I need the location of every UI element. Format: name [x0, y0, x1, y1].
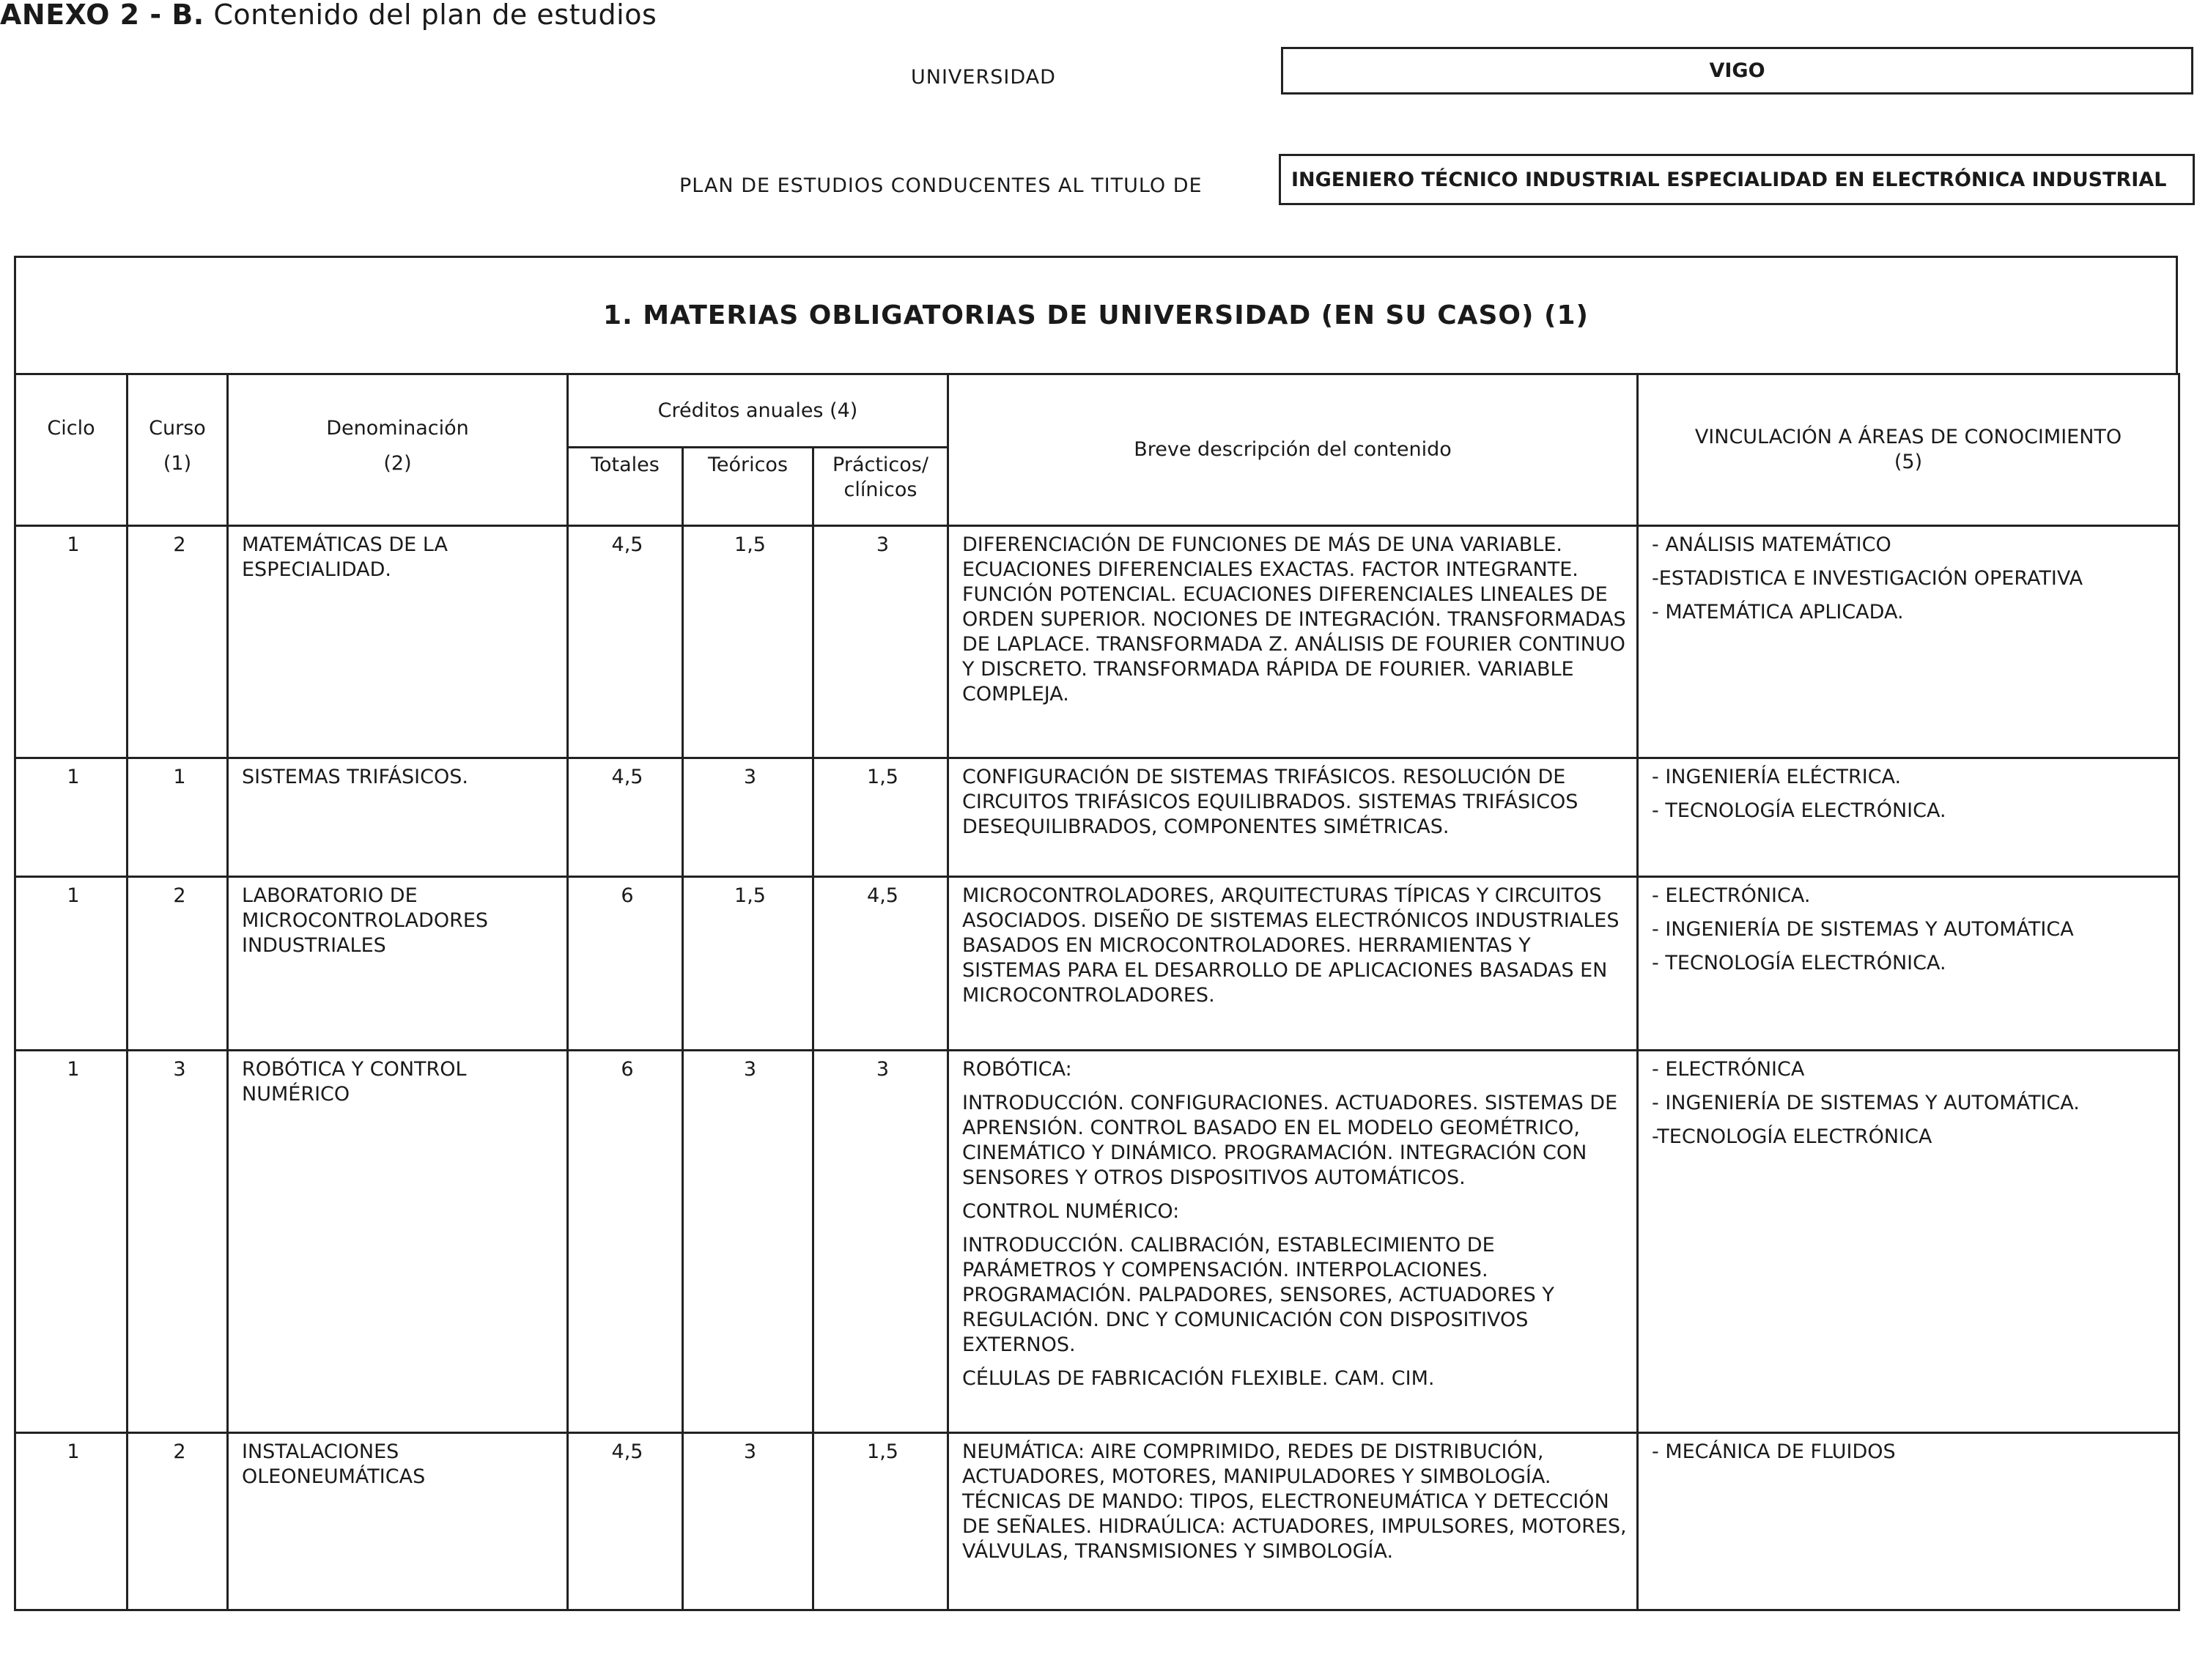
- description-paragraph: CÉLULAS DE FABRICACIÓN FLEXIBLE. CAM. CIM.: [962, 1367, 1435, 1390]
- knowledge-area: -TECNOLOGÍA ELECTRÓNICA: [1652, 1125, 1932, 1148]
- plan-label: PLAN DE ESTUDIOS CONDUCENTES AL TITULO DE: [679, 174, 1203, 197]
- col-curso: Curso (1): [128, 374, 228, 526]
- col-vinculacion: VINCULACIÓN A ÁREAS DE CONOCIMIENTO (5): [1638, 374, 2179, 526]
- cell-teoricos: 3: [683, 1051, 813, 1433]
- description-paragraph: CONFIGURACIÓN DE SISTEMAS TRIFÁSICOS. RESOLUCIÓN DE CIRCUITOS TRIFÁSICOS EQUILIBRADOS. SISTEMAS TRIFÁSICOS DESEQUILIBRADOS, COMPONENTES SIMÉTRICAS.: [962, 766, 1578, 838]
- subjects-table: [14, 373, 2180, 1611]
- cell-ciclo: 1: [15, 877, 128, 1051]
- section-title: 1. MATERIAS OBLIGATORIAS DE UNIVERSIDAD (EN SU CASO) (1): [14, 256, 2178, 373]
- knowledge-area: - TECNOLOGÍA ELECTRÓNICA.: [1652, 952, 1946, 974]
- knowledge-area: -ESTADISTICA E INVESTIGACIÓN OPERATIVA: [1652, 567, 2083, 590]
- cell-teoricos: 1,5: [683, 877, 813, 1051]
- knowledge-area: - MATEMÁTICA APLICADA.: [1652, 601, 1904, 623]
- cell-descripcion: [948, 877, 1638, 1051]
- cell-ciclo: 1: [15, 526, 128, 758]
- table-body: [15, 526, 2179, 1610]
- knowledge-area: - MECÁNICA DE FLUIDOS: [1652, 1440, 1896, 1463]
- cell-denominacion: INSTALACIONES OLEONEUMÁTICAS: [228, 1433, 568, 1610]
- knowledge-area: - ANÁLISIS MATEMÁTICO: [1652, 533, 1891, 556]
- cell-totales: 4,5: [568, 1433, 683, 1610]
- cell-denominacion: ROBÓTICA Y CONTROL NUMÉRICO: [228, 1051, 568, 1433]
- cell-curso: 2: [128, 877, 228, 1051]
- cell-totales: 6: [568, 877, 683, 1051]
- university-label: UNIVERSIDAD: [911, 66, 1056, 89]
- description-paragraph: INTRODUCCIÓN. CALIBRACIÓN, ESTABLECIMIENTO DE PARÁMETROS Y COMPENSACIÓN. INTERPOLACIONES. PROGRAMACIÓN. PALPADORES, SENSORES, ACTUADORES Y REGULACIÓN. DNC Y COMUNICACIÓN CON DISPOSITIVOS EXTERNOS.: [962, 1234, 1554, 1356]
- cell-practicos: 4,5: [813, 877, 948, 1051]
- cell-ciclo: 1: [15, 758, 128, 877]
- table-row: [15, 526, 2179, 758]
- cell-descripcion: [948, 1051, 1638, 1433]
- cell-denominacion: MATEMÁTICAS DE LA ESPECIALIDAD.: [228, 526, 568, 758]
- col-teoricos: Teóricos: [683, 448, 813, 526]
- description-paragraph: ROBÓTICA:: [962, 1058, 1072, 1081]
- cell-curso: 1: [128, 758, 228, 877]
- cell-descripcion: [948, 526, 1638, 758]
- description-paragraph: NEUMÁTICA: AIRE COMPRIMIDO, REDES DE DISTRIBUCIÓN, ACTUADORES, MOTORES, MANIPULADORES Y SIMBOLOGÍA. TÉCNICAS DE MANDO: TIPOS, ELECTRONEUMÁTICA Y DETECCIÓN DE SEÑALES. HIDRAÚLICA: ACTUADORES, IMPULSORES, MOTORES, VÁLVULAS, TRANSMISIONES Y SIMBOLOGÍA.: [962, 1440, 1627, 1563]
- col-practicos: Prácticos/ clínicos: [813, 448, 948, 526]
- table-row: [15, 877, 2179, 1051]
- col-totales: Totales: [568, 448, 683, 526]
- cell-curso: 2: [128, 1433, 228, 1610]
- annex-number: ANEXO 2 - B.: [0, 0, 204, 31]
- cell-vinculacion: [1638, 1051, 2179, 1433]
- table-row: [15, 758, 2179, 877]
- description-paragraph: CONTROL NUMÉRICO:: [962, 1200, 1180, 1223]
- cell-vinculacion: [1638, 758, 2179, 877]
- col-denominacion: Denominación (2): [228, 374, 568, 526]
- cell-descripcion: [948, 1433, 1638, 1610]
- knowledge-area: - INGENIERÍA DE SISTEMAS Y AUTOMÁTICA: [1652, 918, 2074, 941]
- cell-curso: 2: [128, 526, 228, 758]
- cell-curso: 3: [128, 1051, 228, 1433]
- cell-totales: 4,5: [568, 758, 683, 877]
- knowledge-area: - INGENIERÍA DE SISTEMAS Y AUTOMÁTICA.: [1652, 1092, 2080, 1114]
- cell-teoricos: 1,5: [683, 526, 813, 758]
- annex-title: Contenido del plan de estudios: [213, 0, 657, 31]
- cell-denominacion: LABORATORIO DE MICROCONTROLADORES INDUSTRIALES: [228, 877, 568, 1051]
- col-ciclo: Ciclo: [15, 374, 128, 526]
- page-heading: [0, 0, 657, 31]
- knowledge-area: - ELECTRÓNICA.: [1652, 884, 1811, 907]
- cell-denominacion: SISTEMAS TRIFÁSICOS.: [228, 758, 568, 877]
- cell-ciclo: 1: [15, 1433, 128, 1610]
- table-row: [15, 1051, 2179, 1433]
- knowledge-area: - ELECTRÓNICA: [1652, 1058, 1805, 1081]
- cell-vinculacion: [1638, 877, 2179, 1051]
- description-paragraph: INTRODUCCIÓN. CONFIGURACIONES. ACTUADORES. SISTEMAS DE APRENSIÓN. CONTROL BASADO EN EL MODELO GEOMÉTRICO, CINEMÁTICO Y DINÁMICO. PROGRAMACIÓN. INTEGRACIÓN CON SENSORES Y OTROS DISPOSITIVOS AUTOMÁTICOS.: [962, 1092, 1618, 1189]
- knowledge-area: - TECNOLOGÍA ELECTRÓNICA.: [1652, 799, 1946, 822]
- table-row: [15, 1433, 2179, 1610]
- table-header: [15, 374, 2179, 526]
- cell-teoricos: 3: [683, 758, 813, 877]
- cell-descripcion: [948, 758, 1638, 877]
- cell-totales: 6: [568, 1051, 683, 1433]
- cell-vinculacion: [1638, 1433, 2179, 1610]
- cell-practicos: 3: [813, 526, 948, 758]
- university-value: VIGO: [1281, 47, 2193, 95]
- cell-teoricos: 3: [683, 1433, 813, 1610]
- cell-practicos: 3: [813, 1051, 948, 1433]
- cell-totales: 4,5: [568, 526, 683, 758]
- cell-practicos: 1,5: [813, 1433, 948, 1610]
- plan-value: INGENIERO TÉCNICO INDUSTRIAL ESPECIALIDAD EN ELECTRÓNICA INDUSTRIAL: [1279, 154, 2195, 205]
- description-paragraph: MICROCONTROLADORES, ARQUITECTURAS TÍPICAS Y CIRCUITOS ASOCIADOS. DISEÑO DE SISTEMAS ELECTRÓNICOS INDUSTRIALES BASADOS EN MICROCONTROLADORES. HERRAMIENTAS Y SISTEMAS PARA EL DESARROLLO DE APLICACIONES BASADAS EN MICROCONTROLADORES.: [962, 884, 1620, 1007]
- cell-ciclo: 1: [15, 1051, 128, 1433]
- col-creditos: Créditos anuales (4): [568, 374, 948, 448]
- description-paragraph: DIFERENCIACIÓN DE FUNCIONES DE MÁS DE UNA VARIABLE. ECUACIONES DIFERENCIALES EXACTAS. FACTOR INTEGRANTE. FUNCIÓN POTENCIAL. ECUACIONES DIFERENCIALES LINEALES DE ORDEN SUPERIOR. NOCIONES DE INTEGRACIÓN. TRANSFORMADAS DE LAPLACE. TRANSFORMADA Z. ANÁLISIS DE FOURIER CONTINUO Y DISCRETO. TRANSFORMADA RÁPIDA DE FOURIER. VARIABLE COMPLEJA.: [962, 533, 1626, 706]
- col-descripcion: Breve descripción del contenido: [948, 374, 1638, 526]
- cell-vinculacion: [1638, 526, 2179, 758]
- cell-practicos: 1,5: [813, 758, 948, 877]
- knowledge-area: - INGENIERÍA ELÉCTRICA.: [1652, 766, 1902, 788]
